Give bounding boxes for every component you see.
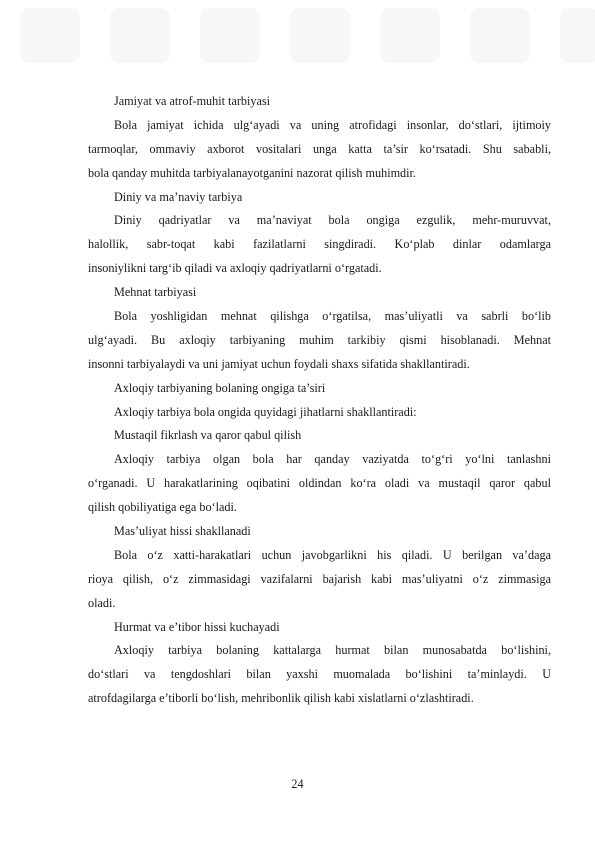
heading-responsibility: Mas’uliyat hissi shakllanadi xyxy=(114,524,251,539)
paragraph-line: Axloqiy tarbiya bola ongida quyidagi jihatlarni shakllantiradi: xyxy=(114,404,417,419)
paragraph-line: atrofdagilarga e’tiborli bo‘lish, mehribonlik qilish kabi xislatlarni o‘zlashtiradi. xyxy=(88,691,474,706)
paragraph-line: tarmoqlar, ommaviy axborot vositalari unga katta ta’sir ko‘rsatadi. Shu sababli, xyxy=(88,141,551,156)
paragraph-line: insoniylikni targ‘ib qiladi va axloqiy qadriyatlarni o‘rgatadi. xyxy=(88,261,382,276)
paragraph-line: Bola o‘z xatti-harakatlari uchun javobgarlikni his qiladi. U berilgan va’daga xyxy=(114,547,551,562)
heading-independent-thinking: Mustaqil fikrlash va qaror qabul qilish xyxy=(114,428,302,443)
paragraph-line: bola qanday muhitda tarbiyalanayotganini nazorat qilish muhimdir. xyxy=(88,165,416,180)
heading-environment-upbringing: Jamiyat va atrof-muhit tarbiyasi xyxy=(114,94,271,108)
paragraph-line: oladi. xyxy=(88,595,116,610)
heading-respect-attention: Hurmat va e’tibor hissi kuchayadi xyxy=(114,619,280,634)
heading-moral-upbringing-influence: Axloqiy tarbiyaning bolaning ongiga ta’siri xyxy=(114,380,326,395)
paragraph-line: do‘stlari va tengdoshlari bilan yaxshi muomalada bo‘lishini ta’minlaydi. U xyxy=(88,667,551,682)
paragraph-line: Diniy qadriyatlar va ma’naviyat bola ongiga ezgulik, mehr-muruvvat, xyxy=(114,213,551,228)
heading-labor-upbringing: Mehnat tarbiyasi xyxy=(114,285,197,300)
paragraph-line: halollik, sabr-toqat kabi fazilatlarni singdiradi. Ko‘plab dinlar odamlarga xyxy=(88,237,551,252)
paragraph-line: o‘rganadi. U harakatlarining oqibatini oldindan ko‘ra oladi va mustaqil qaror qabul xyxy=(88,476,551,491)
paragraph-line: qilish qobiliyatiga ega bo‘ladi. xyxy=(88,500,237,515)
paragraph-line: Bola yoshligidan mehnat qilishga o‘rgatilsa, mas’uliyatli va sabrli bo‘lib xyxy=(114,309,551,324)
paragraph-line: Axloqiy tarbiya olgan bola har qanday vaziyatda to‘g‘ri yo‘lni tanlashni xyxy=(114,452,551,467)
paragraph-line: rioya qilish, o‘z zimmasidagi vazifalarni bajarish kabi mas’uliyatni o‘z zimmasiga xyxy=(88,571,551,586)
document-body xyxy=(88,90,551,711)
page-number: 24 xyxy=(291,777,304,791)
paragraph-line: ulg‘ayadi. Bu axloqiy tarbiyaning muhim tarkibiy qismi hisoblanadi. Mehnat xyxy=(88,332,551,347)
paragraph-line: Bola jamiyat ichida ulg‘ayadi va uning atrofidagi insonlar, do‘stlari, ijtimoiy xyxy=(114,117,551,132)
paragraph-line: Axloqiy tarbiya bolaning kattalarga hurmat bilan munosabatda bo‘lishini, xyxy=(114,643,551,658)
heading-religious-spiritual-upbringing: Diniy va ma’naviy tarbiya xyxy=(114,189,243,204)
paragraph-line: insonni tarbiyalaydi va uni jamiyat uchun foydali shaxs sifatida shakllantiradi. xyxy=(88,356,470,371)
